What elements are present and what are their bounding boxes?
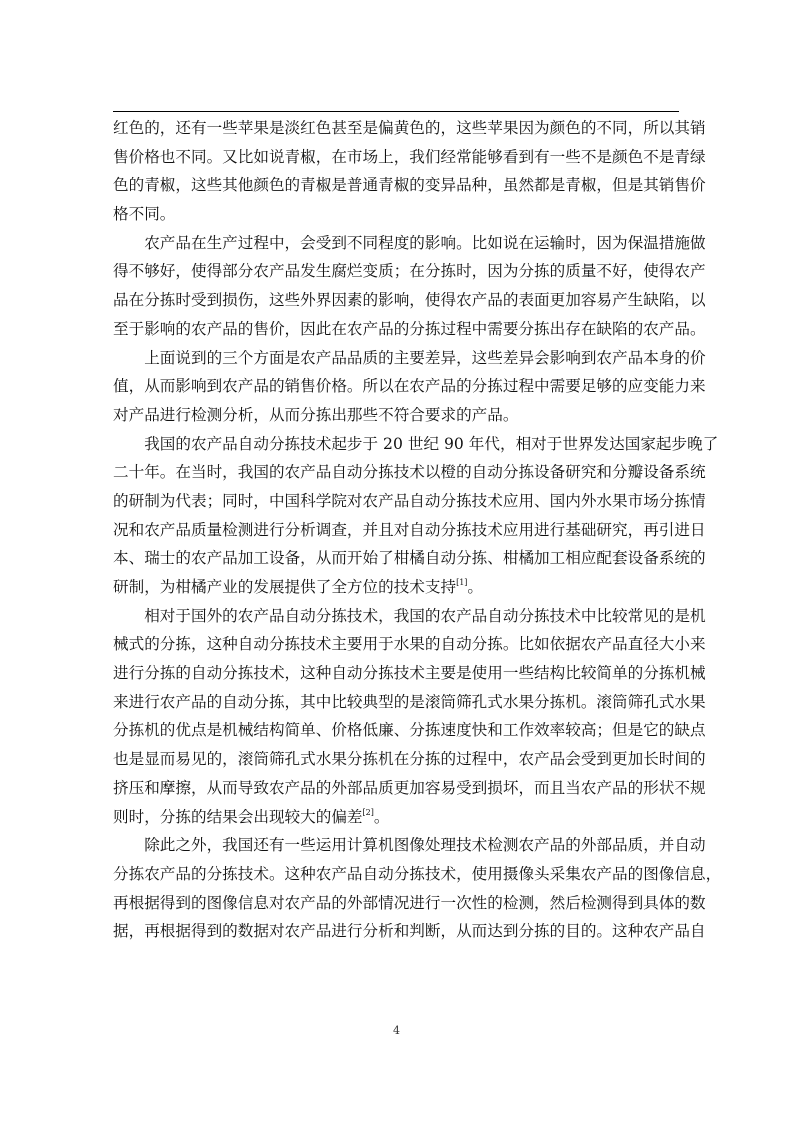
citation-ref-1: [1] — [456, 578, 468, 587]
paragraph-5-line-4: 来进行农产品的自动分拣，其中比较典型的是滚筒筛孔式水果分拣机。滚筒筛孔式水果 — [113, 692, 706, 711]
paragraph-3-line-1: 上面说到的三个方面是农产品品质的主要差异，这些差异会影响到农产品本身的价 — [144, 348, 706, 367]
paragraph-4-line-6 — [113, 573, 679, 602]
paragraph-5 — [113, 602, 706, 832]
paragraph-1-line-4: 格不同。 — [113, 205, 176, 224]
paragraph-4 — [113, 430, 719, 602]
paragraph-4-line-6-text: 研制，为柑橘产业的发展提供了全方位的技术支持 — [113, 578, 457, 596]
paragraph-4-line-4: 况和农产品质量检测进行分析调查，并且对自动分拣技术应用进行基础研究，再引进日 — [113, 520, 706, 539]
paragraph-5-tail: 。 — [373, 807, 390, 826]
paragraph-2-line-2: 得不够好，使得部分农产品发生腐烂变质；在分拣时，因为分拣的质量不好，使得农产 — [113, 262, 706, 281]
paragraph-5-line-6: 也是显而易见的，滚筒筛孔式水果分拣机在分拣的过程中，农产品会受到更加长时间的 — [113, 750, 706, 769]
paragraph-6 — [113, 831, 722, 946]
citation-ref-2: [2] — [362, 807, 374, 817]
paragraph-1 — [113, 114, 706, 229]
paragraph-4-line-1: 我国的农产品自动分拣技术起步于 20 世纪 90 年代，相对于世界发达国家起步晚了 — [144, 434, 719, 453]
paragraph-6-line-3: 再根据得到的图像信息对农产品的外部情况进行一次性的检测，然后检测得到具体的数 — [113, 893, 706, 912]
document-body — [113, 114, 722, 946]
paragraph-5-line-7: 挤压和摩擦，从而导致农产品的外部品质更加容易受到损坏，而且当农产品的形状不规 — [113, 778, 706, 797]
paragraph-6-line-4: 据，再根据得到的数据对农产品进行分析和判断，从而达到分拣的目的。这种农产品自 — [113, 922, 706, 941]
paragraph-1-line-2: 售价格也不同。又比如说青椒，在市场上，我们经常能够看到有一些不是颜色不是青绿 — [113, 147, 706, 166]
paragraph-5-line-2: 械式的分拣，这种自动分拣技术主要用于水果的自动分拣。比如依据农产品直径大小来 — [113, 635, 706, 654]
paragraph-2-line-1: 农产品在生产过程中，会受到不同程度的影响。比如说在运输时，因为保温措施做 — [144, 233, 706, 252]
page-number: 4 — [393, 1024, 400, 1037]
paragraph-4-line-3: 的研制为代表；同时，中国科学院对农产品自动分拣技术应用、国内外水果市场分拣情 — [113, 491, 706, 510]
paragraph-6-line-2: 分拣农产品的分拣技术。这种农产品自动分拣技术，使用摄像头采集农产品的图像信息， — [113, 864, 722, 883]
paragraph-1-line-3: 色的青椒，这些其他颜色的青椒是普通青椒的变异品种，虽然都是青椒，但是其销售价 — [113, 176, 706, 195]
paragraph-5-line-5: 分拣机的优点是机械结构简单、价格低廉、分拣速度快和工作效率较高；但是它的缺点 — [113, 721, 706, 740]
paragraph-4-tail: 。 — [467, 578, 484, 596]
paragraph-5-line-8-text: 则时，分拣的结果会出现较大的偏差 — [113, 807, 363, 826]
paragraph-2-line-4: 至于影响的农产品的售价，因此在农产品的分拣过程中需要分拣出存在缺陷的农产品。 — [113, 319, 706, 338]
paragraph-3-line-3: 对产品进行检测分析，从而分拣出那些不符合要求的产品。 — [113, 405, 519, 424]
paragraph-3 — [113, 344, 706, 430]
paragraph-4-line-5: 本、瑞士的农产品加工设备，从而开始了柑橘自动分拣、柑橘加工相应配套设备系统的 — [113, 549, 706, 568]
header-rule — [113, 111, 679, 112]
paragraph-6-line-1: 除此之外，我国还有一些运用计算机图像处理技术检测农产品的外部品质，并自动 — [144, 836, 706, 855]
paragraph-4-line-2: 二十年。在当时，我国的农产品自动分拣技术以橙的自动分拣设备研究和分瓣设备系统 — [113, 463, 706, 482]
paragraph-2-line-3: 品在分拣时受到损伤，这些外界因素的影响，使得农产品的表面更加容易产生缺陷，以 — [113, 291, 706, 310]
paragraph-5-line-1: 相对于国外的农产品自动分拣技术，我国的农产品自动分拣技术中比较常见的是机 — [144, 606, 706, 625]
paragraph-5-line-3: 进行分拣的自动分拣技术，这种自动分拣技术主要是使用一些结构比较简单的分拣机械 — [113, 664, 706, 683]
paragraph-3-line-2: 值，从而影响到农产品的销售价格。所以在农产品的分拣过程中需要足够的应变能力来 — [113, 377, 706, 396]
paragraph-2 — [113, 229, 706, 344]
paragraph-1-line-1: 红色的，还有一些苹果是淡红色甚至是偏黄色的，这些苹果因为颜色的不同，所以其销 — [113, 119, 706, 137]
paragraph-5-line-8 — [113, 803, 679, 832]
